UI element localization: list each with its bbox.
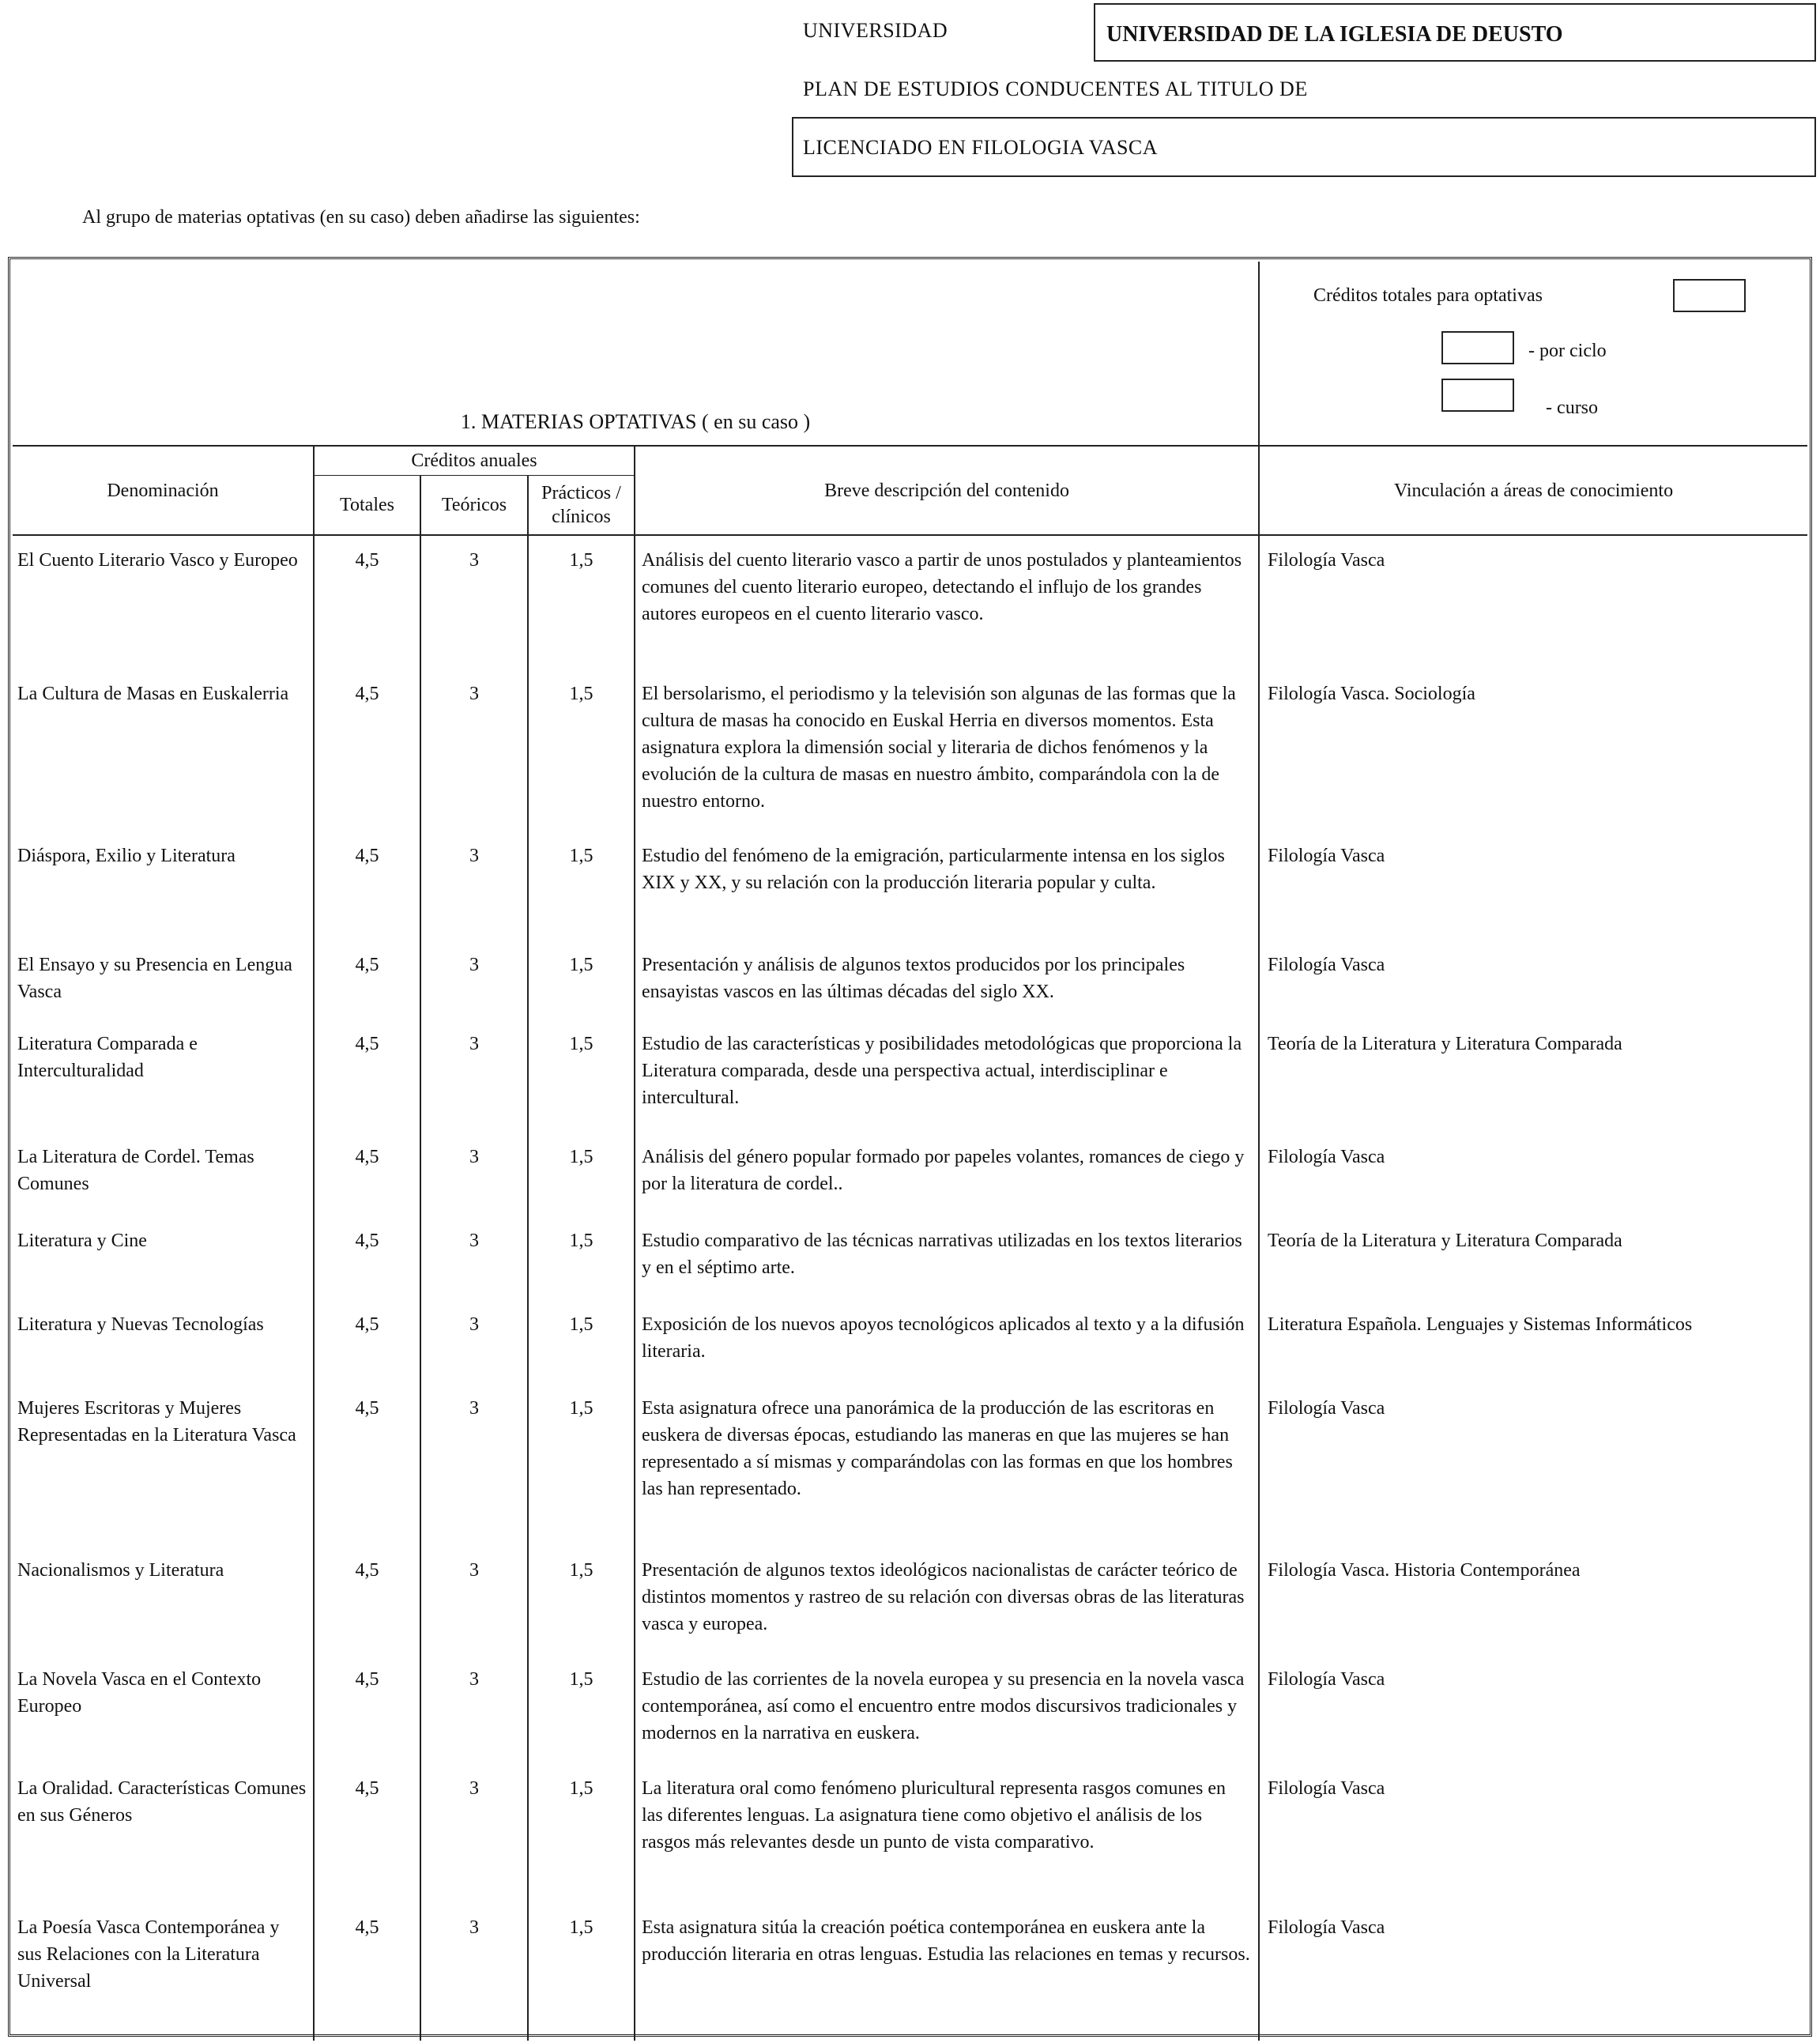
credits-totales: 4,5: [314, 1903, 420, 2041]
course-name: La Cultura de Masas en Euskalerria: [17, 684, 289, 704]
credits-teoricos: 3: [420, 940, 528, 1020]
col-header-totales: Totales: [314, 476, 420, 536]
credits-teoricos: 3: [420, 1216, 528, 1300]
course-description: Estudio de las corrientes de la novela europea y su presencia en la novela vasca contemporánea, así como el encuentro entre modos discursivos tradicionales y modernos en la narrativa en euskera.: [635, 1655, 1259, 1764]
col-header-teoricos: Teóricos: [420, 476, 528, 536]
titulo-box: [792, 117, 1816, 177]
por-ciclo-label: - por ciclo: [1528, 341, 1607, 361]
credits-total-field[interactable]: [1673, 279, 1746, 312]
credits-teoricos: 3: [420, 535, 528, 669]
universidad-label: UNIVERSIDAD: [803, 19, 948, 42]
col-header-denominacion: Denominación: [13, 446, 314, 535]
course-name: Mujeres Escritoras y Mujeres Representadas en la Literatura Vasca: [17, 1398, 296, 1446]
table-row: [13, 1133, 1807, 1216]
credits-practicos: 1,5: [528, 535, 635, 669]
table-row: [13, 1764, 1807, 1903]
course-description: Análisis del cuento literario vasco a partir de unos postulados y planteamientos comunes del cuento literario europeo, detectando el influjo de los grandes autores europeos en el cuento literario vasco.: [635, 535, 1259, 669]
materias-table: [13, 262, 1807, 2041]
col-header-descripcion: Breve descripción del contenido: [635, 446, 1259, 535]
course-description: Estudio de las características y posibilidades metodológicas que proporciona la Literatura comparada, desde una perspectiva actual, interdisciplinar e intercultural.: [635, 1020, 1259, 1133]
credits-totales: 4,5: [314, 1300, 420, 1384]
course-description: Presentación y análisis de algunos textos producidos por los principales ensayistas vascos en las últimas décadas del siglo XX.: [635, 940, 1259, 1020]
credits-totales: 4,5: [314, 669, 420, 831]
credits-teoricos: 3: [420, 1546, 528, 1655]
credits-practicos: 1,5: [528, 1216, 635, 1300]
credits-totales: 4,5: [314, 535, 420, 669]
course-description: Presentación de algunos textos ideológicos nacionalistas de carácter teórico de distintos momentos y rastreo de su relación con diversas obras de las literaturas vasca y europea.: [635, 1546, 1259, 1655]
credits-teoricos: 3: [420, 1903, 528, 2041]
credits-totales: 4,5: [314, 1133, 420, 1216]
course-name: Literatura y Nuevas Tecnologías: [17, 1314, 264, 1335]
course-description: Estudio comparativo de las técnicas narrativas utilizadas en los textos literarios y en el séptimo arte.: [635, 1216, 1259, 1300]
knowledge-area: Filología Vasca: [1259, 831, 1807, 940]
table-row: [13, 940, 1807, 1020]
credits-teoricos: 3: [420, 1384, 528, 1546]
course-name: Diáspora, Exilio y Literatura: [17, 846, 236, 866]
table-row: [13, 1655, 1807, 1764]
course-description: La literatura oral como fenómeno pluricultural representa rasgos comunes en las diferentes lenguas. La asignatura tiene como objetivo el análisis de los rasgos más relevantes desde un punto de vista comparativo.: [635, 1764, 1259, 1903]
credits-totales: 4,5: [314, 831, 420, 940]
credits-teoricos: 3: [420, 669, 528, 831]
knowledge-area: Filología Vasca. Historia Contemporánea: [1259, 1546, 1807, 1655]
table-row: [13, 1216, 1807, 1300]
credits-practicos: 1,5: [528, 1133, 635, 1216]
table-row: [13, 1546, 1807, 1655]
credits-totales: 4,5: [314, 940, 420, 1020]
knowledge-area: Filología Vasca: [1259, 940, 1807, 1020]
credits-totales: 4,5: [314, 1216, 420, 1300]
credits-teoricos: 3: [420, 1764, 528, 1903]
table-row: [13, 1300, 1807, 1384]
knowledge-area: Filología Vasca: [1259, 1133, 1807, 1216]
course-name: La Oralidad. Características Comunes en sus Géneros: [17, 1778, 307, 1826]
credits-totales: 4,5: [314, 1384, 420, 1546]
credits-practicos: 1,5: [528, 1300, 635, 1384]
credits-teoricos: 3: [420, 1020, 528, 1133]
knowledge-area: Filología Vasca: [1259, 1764, 1807, 1903]
course-description: Estudio del fenómeno de la emigración, particularmente intensa en los siglos XIX y XX, y su relación con la producción literaria popular y culta.: [635, 831, 1259, 940]
knowledge-area: Filología Vasca. Sociología: [1259, 669, 1807, 831]
credits-totales: 4,5: [314, 1020, 420, 1133]
knowledge-area: Filología Vasca: [1259, 535, 1807, 669]
credits-practicos: 1,5: [528, 1546, 635, 1655]
curso-field[interactable]: [1441, 379, 1514, 412]
course-description: Esta asignatura sitúa la creación poética contemporánea en euskera ante la producción literaria en otras lenguas. Estudia las relaciones en temas y recursos.: [635, 1903, 1259, 2041]
credits-totales: 4,5: [314, 1655, 420, 1764]
materias-rows: [13, 535, 1807, 2041]
knowledge-area: Literatura Española. Lenguajes y Sistemas Informáticos: [1259, 1300, 1807, 1384]
course-description: Análisis del género popular formado por papeles volantes, romances de ciego y por la literatura de cordel..: [635, 1133, 1259, 1216]
table-row: [13, 1020, 1807, 1133]
table-row: [13, 535, 1807, 669]
course-name: Literatura Comparada e Interculturalidad: [17, 1034, 198, 1081]
course-name: La Novela Vasca en el Contexto Europeo: [17, 1669, 262, 1717]
credits-practicos: 1,5: [528, 1384, 635, 1546]
course-description: Exposición de los nuevos apoyos tecnológicos aplicados al texto y a la difusión literaria.: [635, 1300, 1259, 1384]
universidad-value: UNIVERSIDAD DE LA IGLESIA DE DEUSTO: [1106, 22, 1563, 47]
credits-practicos: 1,5: [528, 940, 635, 1020]
course-name: El Cuento Literario Vasco y Europeo: [17, 550, 298, 571]
knowledge-area: Filología Vasca: [1259, 1655, 1807, 1764]
knowledge-area: Filología Vasca: [1259, 1903, 1807, 2041]
credits-practicos: 1,5: [528, 831, 635, 940]
course-name: Nacionalismos y Literatura: [17, 1560, 224, 1581]
universidad-box: [1094, 3, 1816, 62]
course-name: La Literatura de Cordel. Temas Comunes: [17, 1147, 254, 1194]
course-name: El Ensayo y su Presencia en Lengua Vasca: [17, 955, 292, 1002]
credits-totales: 4,5: [314, 1546, 420, 1655]
credits-practicos: 1,5: [528, 1764, 635, 1903]
materias-frame: [8, 257, 1812, 2037]
col-header-creditos-anuales: Créditos anuales: [314, 446, 635, 476]
knowledge-area: Teoría de la Literatura y Literatura Comparada: [1259, 1020, 1807, 1133]
credits-total-label: Créditos totales para optativas: [1313, 285, 1543, 306]
plan-label: PLAN DE ESTUDIOS CONDUCENTES AL TITULO DE: [803, 77, 1308, 100]
por-ciclo-field[interactable]: [1441, 331, 1514, 364]
course-name: Literatura y Cine: [17, 1231, 147, 1251]
section-title: 1. MATERIAS OPTATIVAS ( en su caso ): [13, 262, 1259, 446]
credits-practicos: 1,5: [528, 1020, 635, 1133]
table-row: [13, 1384, 1807, 1546]
table-row: [13, 669, 1807, 831]
credits-teoricos: 3: [420, 1300, 528, 1384]
intro-text: Al grupo de materias optativas (en su caso) deben añadirse las siguientes:: [82, 207, 640, 228]
table-row: [13, 831, 1807, 940]
credits-totales: 4,5: [314, 1764, 420, 1903]
col-header-vinculacion: Vinculación a áreas de conocimiento: [1259, 446, 1807, 535]
knowledge-area: Teoría de la Literatura y Literatura Comparada: [1259, 1216, 1807, 1300]
knowledge-area: Filología Vasca: [1259, 1384, 1807, 1546]
table-row: [13, 1903, 1807, 2041]
course-description: El bersolarismo, el periodismo y la televisión son algunas de las formas que la cultura de masas ha conocido en Euskal Herria en diversos momentos. Esta asignatura explora la dimensión social y literaria de dichos fenómenos y la evolución de la cultura de masas en nuestro ámbito, comparándola con la de nuestro entorno.: [635, 669, 1259, 831]
course-name: La Poesía Vasca Contemporánea y sus Relaciones con la Literatura Universal: [17, 1917, 280, 1992]
credits-practicos: 1,5: [528, 1903, 635, 2041]
credits-panel: [1259, 262, 1807, 446]
course-description: Esta asignatura ofrece una panorámica de la producción de las escritoras en euskera de diversas épocas, estudiando las maneras en que las mujeres se han representado a sí mismas y comparándolas con las formas en que los hombres las han representado.: [635, 1384, 1259, 1546]
curso-label: - curso: [1546, 398, 1599, 418]
credits-teoricos: 3: [420, 831, 528, 940]
titulo-value: LICENCIADO EN FILOLOGIA VASCA: [803, 136, 1159, 159]
col-header-practicos: Prácticos / clínicos: [528, 476, 635, 536]
credits-practicos: 1,5: [528, 669, 635, 831]
credits-teoricos: 3: [420, 1655, 528, 1764]
credits-practicos: 1,5: [528, 1655, 635, 1764]
credits-teoricos: 3: [420, 1133, 528, 1216]
